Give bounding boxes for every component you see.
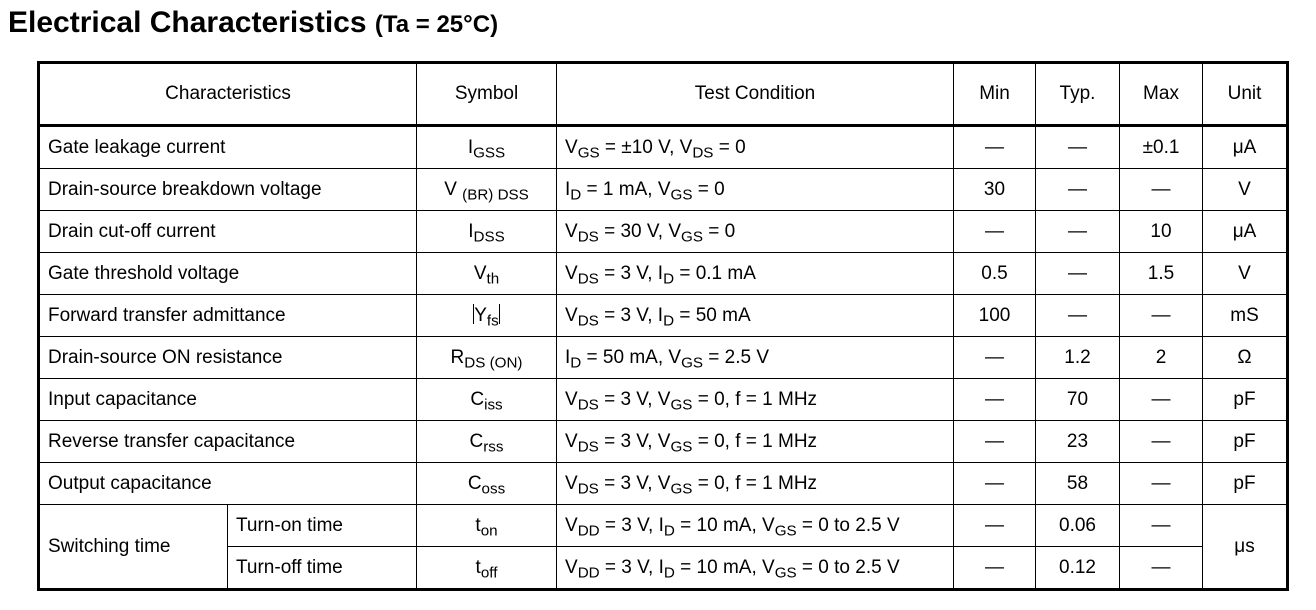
symbol-cell: $R_{DS (ON)}$ <box>417 337 557 379</box>
page-title <box>8 4 498 44</box>
characteristic-cell: Reverse transfer capacitance <box>39 421 417 463</box>
table-row <box>39 463 1288 505</box>
header-unit: Unit <box>1203 63 1288 126</box>
symbol-cell: $Y_{fs}$ <box>417 295 557 337</box>
max-cell: 1.5 <box>1120 253 1203 295</box>
min-cell: — <box>954 337 1036 379</box>
symbol-cell: $C_{iss}$ <box>417 379 557 421</box>
switching-time-group-cell: Switching time <box>39 505 228 590</box>
characteristic-cell: Output capacitance <box>39 463 417 505</box>
header-min: Min <box>954 63 1036 126</box>
typ-cell: 0.06 <box>1036 505 1120 547</box>
characteristic-cell: Drain-source breakdown voltage <box>39 169 417 211</box>
condition-cell: $I_D = 50$ mA, $V_{GS} = 2.5$ V <box>557 337 954 379</box>
symbol-cell: $I_{GSS}$ <box>417 126 557 169</box>
symbol-cell: $C_{oss}$ <box>417 463 557 505</box>
min-cell: — <box>954 421 1036 463</box>
header-characteristics: Characteristics <box>39 63 417 126</box>
max-cell: — <box>1120 169 1203 211</box>
min-cell: 30 <box>954 169 1036 211</box>
table-row <box>39 421 1288 463</box>
title-condition: (Ta = 25°C) <box>374 11 499 38</box>
max-cell: — <box>1120 463 1203 505</box>
condition-cell: $I_D = 1$ mA, $V_{GS} = 0$ <box>557 169 954 211</box>
switching-unit-cell: μs <box>1203 505 1288 590</box>
header-max: Max <box>1120 63 1203 126</box>
characteristic-cell: Forward transfer admittance <box>39 295 417 337</box>
header-symbol: Symbol <box>417 63 557 126</box>
unit-cell: pF <box>1203 421 1288 463</box>
characteristic-cell: Gate leakage current <box>39 126 417 169</box>
unit-cell: mS <box>1203 295 1288 337</box>
max-cell: — <box>1120 295 1203 337</box>
typ-cell: 58 <box>1036 463 1120 505</box>
typ-cell: 70 <box>1036 379 1120 421</box>
table-row <box>39 505 1288 547</box>
min-cell: — <box>954 547 1036 590</box>
table-row <box>39 337 1288 379</box>
table-row <box>39 379 1288 421</box>
typ-cell: — <box>1036 126 1120 169</box>
symbol-cell: $C_{rss}$ <box>417 421 557 463</box>
condition-cell: $V_{DD} = 3$ V, $I_D = 10$ mA, $V_{GS} = 0$ to 2.5 V <box>557 505 954 547</box>
typ-cell: 1.2 <box>1036 337 1120 379</box>
condition-cell: $V_{DS} = 3$ V, $V_{GS} = 0$, f = 1 MHz <box>557 421 954 463</box>
characteristic-cell: Drain-source ON resistance <box>39 337 417 379</box>
title-main: Electrical Characteristics <box>8 6 367 39</box>
table-row <box>39 211 1288 253</box>
max-cell: — <box>1120 505 1203 547</box>
unit-cell: V <box>1203 169 1288 211</box>
symbol-cell: $V_{th}$ <box>417 253 557 295</box>
table-row <box>39 169 1288 211</box>
condition-cell: $V_{DD} = 3$ V, $I_D = 10$ mA, $V_{GS} = 0$ to 2.5 V <box>557 547 954 590</box>
condition-cell: $V_{DS} = 3$ V, $V_{GS} = 0$, f = 1 MHz <box>557 379 954 421</box>
table-row <box>39 253 1288 295</box>
condition-cell: $V_{DS} = 3$ V, $V_{GS} = 0$, f = 1 MHz <box>557 463 954 505</box>
typ-cell: — <box>1036 295 1120 337</box>
unit-cell: μA <box>1203 211 1288 253</box>
typ-cell: — <box>1036 253 1120 295</box>
condition-cell: $V_{DS} = 3$ V, $I_D = 0.1$ mA <box>557 253 954 295</box>
characteristic-cell: Input capacitance <box>39 379 417 421</box>
min-cell: — <box>954 211 1036 253</box>
switching-sub-label: Turn-on time <box>228 505 417 547</box>
header-typ: Typ. <box>1036 63 1120 126</box>
typ-cell: 0.12 <box>1036 547 1120 590</box>
condition-cell: $V_{DS} = 30$ V, $V_{GS} = 0$ <box>557 211 954 253</box>
max-cell: — <box>1120 547 1203 590</box>
characteristic-cell: Drain cut-off current <box>39 211 417 253</box>
min-cell: — <box>954 463 1036 505</box>
min-cell: — <box>954 379 1036 421</box>
symbol-cell: $I_{DSS}$ <box>417 211 557 253</box>
abs-bar-right <box>499 304 500 324</box>
max-cell: — <box>1120 421 1203 463</box>
header-test-condition: Test Condition <box>557 63 954 126</box>
max-cell: ±0.1 <box>1120 126 1203 169</box>
unit-cell: V <box>1203 253 1288 295</box>
condition-cell: $V_{GS} = \pm 10$ V, $V_{DS} = 0$ <box>557 126 954 169</box>
typ-cell: 23 <box>1036 421 1120 463</box>
min-cell: — <box>954 126 1036 169</box>
characteristic-cell: Gate threshold voltage <box>39 253 417 295</box>
symbol-cell: $t_{on}$ <box>417 505 557 547</box>
max-cell: — <box>1120 379 1203 421</box>
max-cell: 10 <box>1120 211 1203 253</box>
unit-cell: pF <box>1203 379 1288 421</box>
unit-cell: pF <box>1203 463 1288 505</box>
header-row <box>39 63 1288 126</box>
unit-cell: μA <box>1203 126 1288 169</box>
typ-cell: — <box>1036 169 1120 211</box>
symbol-cell: $t_{off}$ <box>417 547 557 590</box>
max-cell: 2 <box>1120 337 1203 379</box>
table-row <box>39 126 1288 169</box>
table-row <box>39 295 1288 337</box>
unit-cell: Ω <box>1203 337 1288 379</box>
condition-cell: $V_{DS} = 3$ V, $I_D = 50$ mA <box>557 295 954 337</box>
min-cell: — <box>954 505 1036 547</box>
switching-sub-label: Turn-off time <box>228 547 417 590</box>
symbol-cell: V $_{(BR) DSS}$ <box>417 169 557 211</box>
min-cell: 0.5 <box>954 253 1036 295</box>
electrical-characteristics-table <box>37 61 1289 591</box>
min-cell: 100 <box>954 295 1036 337</box>
typ-cell: — <box>1036 211 1120 253</box>
